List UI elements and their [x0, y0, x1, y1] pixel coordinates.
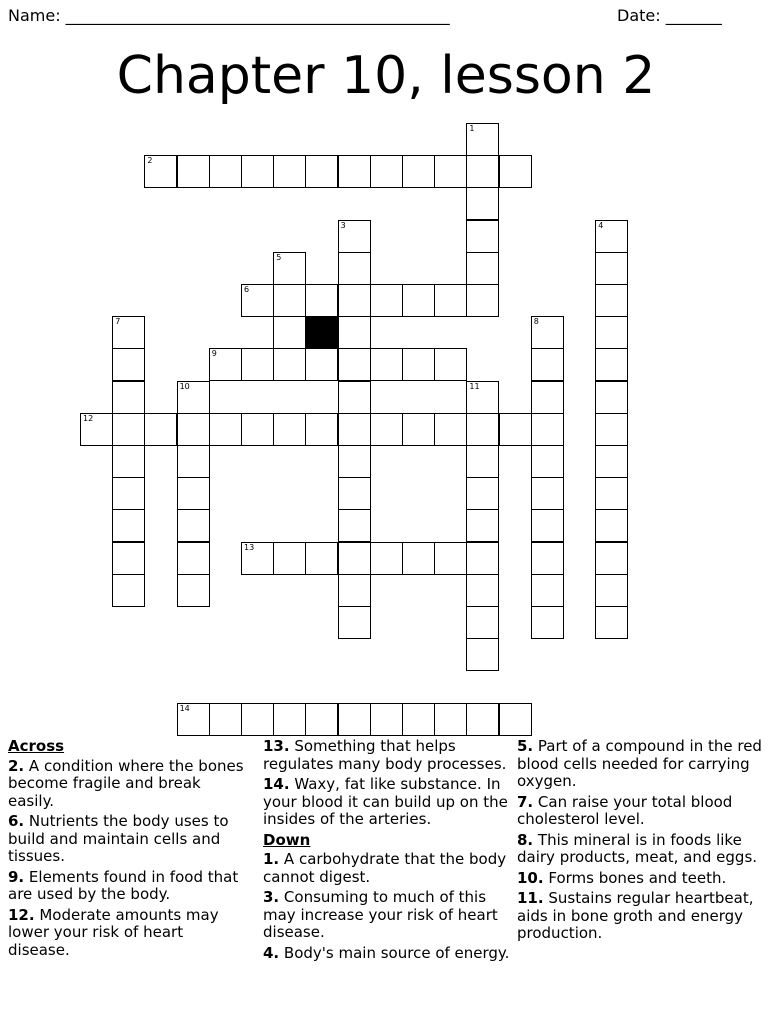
crossword-cell[interactable]: [466, 187, 499, 220]
crossword-cell[interactable]: [466, 284, 499, 317]
crossword-cell[interactable]: [595, 606, 628, 639]
crossword-cell[interactable]: [209, 413, 242, 446]
crossword-cell[interactable]: [273, 348, 306, 381]
cell-number: 4: [598, 220, 604, 230]
crossword-cell[interactable]: [112, 381, 145, 414]
crossword-cell[interactable]: [370, 542, 403, 575]
clue-across-9: [8, 869, 248, 904]
date-line[interactable]: Date: _______: [617, 6, 722, 25]
crossword-cell[interactable]: [241, 348, 274, 381]
crossword-cell[interactable]: [241, 284, 274, 317]
clue-text: This mineral is in foods like dairy products, meat, and eggs.: [517, 830, 758, 866]
name-line[interactable]: Name: ________________________________________________: [8, 6, 450, 25]
crossword-cell[interactable]: [241, 155, 274, 188]
crossword-cell[interactable]: [402, 413, 435, 446]
clue-number: 2.: [8, 756, 25, 775]
crossword-cell[interactable]: [338, 413, 371, 446]
crossword-cell[interactable]: [177, 703, 210, 736]
crossword-cell[interactable]: [595, 509, 628, 542]
crossword-cell[interactable]: [595, 316, 628, 349]
crossword-cell[interactable]: [402, 284, 435, 317]
crossword-cell[interactable]: [177, 445, 210, 478]
crossword-cell[interactable]: [466, 509, 499, 542]
cell-number: 8: [533, 317, 539, 327]
clue-text: Elements found in food that are used by the body.: [8, 867, 239, 903]
cell-number: 13: [244, 542, 255, 552]
crossword-cell[interactable]: [305, 703, 338, 736]
crossword-cell[interactable]: [338, 220, 371, 253]
crossword-cell[interactable]: [209, 703, 242, 736]
crossword-cell[interactable]: [112, 445, 145, 478]
clue-down-4: [263, 945, 511, 963]
clue-number: 7.: [517, 792, 534, 811]
cell-number: 10: [179, 381, 190, 391]
crossword-cell[interactable]: [531, 316, 564, 349]
clue-number: 10.: [517, 868, 544, 887]
clue-number: 11.: [517, 889, 544, 907]
clue-down-3: [263, 889, 511, 942]
crossword-cell[interactable]: [531, 413, 564, 446]
clues-column-3: [517, 738, 767, 946]
clue-across-6: [8, 813, 248, 866]
cell-number: 7: [115, 317, 121, 327]
crossword-cell[interactable]: [273, 413, 306, 446]
crossword-cell[interactable]: [402, 703, 435, 736]
cell-number: 14: [179, 703, 190, 713]
crossword-cell[interactable]: [338, 445, 371, 478]
clue-across-14: [263, 776, 511, 829]
crossword-cell[interactable]: [144, 413, 177, 446]
clue-down-7: [517, 794, 767, 829]
crossword-cell[interactable]: [434, 542, 467, 575]
cell-number: 12: [83, 413, 94, 423]
crossword-cell[interactable]: [338, 348, 371, 381]
crossword-cell[interactable]: [466, 381, 499, 414]
crossword-cell[interactable]: [466, 542, 499, 575]
cell-number: 9: [211, 349, 217, 359]
crossword-cell[interactable]: [370, 284, 403, 317]
crossword-cell[interactable]: [466, 413, 499, 446]
crossword-cell[interactable]: [595, 477, 628, 510]
page-title: Chapter 10, lesson 2: [116, 46, 656, 106]
clue-across-12: [8, 907, 248, 960]
crossword-cell[interactable]: [434, 348, 467, 381]
crossword-cell[interactable]: [595, 574, 628, 607]
crossword-cell[interactable]: [595, 445, 628, 478]
crossword-cell[interactable]: [305, 542, 338, 575]
crossword-cell[interactable]: [595, 542, 628, 575]
crossword-cell[interactable]: [499, 703, 532, 736]
crossword-cell[interactable]: [144, 155, 177, 188]
crossword-cell[interactable]: [338, 606, 371, 639]
crossword-cell[interactable]: [434, 413, 467, 446]
clue-number: 6.: [8, 812, 25, 830]
crossword-cell[interactable]: [370, 703, 403, 736]
crossword-cell[interactable]: [466, 638, 499, 671]
crossword-cell[interactable]: [466, 703, 499, 736]
crossword-cell[interactable]: [273, 542, 306, 575]
crossword-cell[interactable]: [338, 574, 371, 607]
crossword-cell[interactable]: [595, 381, 628, 414]
clue-text: Moderate amounts may lower your risk of heart disease.: [8, 905, 219, 959]
clues-column-1: [8, 738, 248, 962]
crossword-cell[interactable]: [273, 703, 306, 736]
crossword-cell[interactable]: [177, 574, 210, 607]
clues-column-2: [263, 738, 511, 965]
crossword-cell[interactable]: [305, 348, 338, 381]
clue-text: Something that helps regulates many body processes.: [263, 737, 507, 773]
clue-down-1: [263, 851, 511, 886]
crossword-cell[interactable]: [112, 348, 145, 381]
crossword-cell[interactable]: [177, 381, 210, 414]
clue-text: Waxy, fat like substance. In your blood it can build up on the insides of the arteries.: [263, 775, 508, 828]
crossword-cell[interactable]: [434, 284, 467, 317]
crossword-cell[interactable]: [338, 477, 371, 510]
crossword-cell[interactable]: [338, 381, 371, 414]
crossword-cell[interactable]: [177, 542, 210, 575]
crossword-cell[interactable]: [466, 445, 499, 478]
clue-text: Part of a compound in the red blood cells needed for carrying oxygen.: [517, 737, 762, 790]
crossword-cell[interactable]: [112, 477, 145, 510]
crossword-cell[interactable]: [466, 155, 499, 188]
cell-number: 11: [469, 381, 480, 391]
crossword-cell[interactable]: [434, 155, 467, 188]
crossword-cell[interactable]: [273, 284, 306, 317]
crossword-cell[interactable]: [466, 220, 499, 253]
crossword-cell[interactable]: [466, 252, 499, 285]
clue-text: Consuming to much of this may increase your risk of heart disease.: [263, 888, 498, 941]
crossword-cell[interactable]: [595, 252, 628, 285]
crossword-cell[interactable]: [112, 316, 145, 349]
crossword-cell[interactable]: [338, 284, 371, 317]
clue-number: 4.: [263, 943, 280, 962]
crossword-cell[interactable]: [531, 606, 564, 639]
crossword-cell[interactable]: [466, 477, 499, 510]
clue-down-11: [517, 890, 767, 943]
clue-text: Body's main source of energy.: [283, 943, 510, 962]
crossword-cell[interactable]: [112, 509, 145, 542]
cell-number: 2: [147, 156, 153, 166]
clue-down-10: [517, 870, 767, 888]
crossword-cell[interactable]: [466, 574, 499, 607]
crossword-cell[interactable]: [273, 252, 306, 285]
clue-number: 12.: [8, 905, 35, 924]
cell-number: 3: [340, 220, 346, 230]
crossword-cell[interactable]: [595, 220, 628, 253]
crossword-cell[interactable]: [370, 348, 403, 381]
clue-text: A carbohydrate that the body cannot digest.: [263, 850, 507, 886]
crossword-cell[interactable]: [402, 155, 435, 188]
crossword-cell[interactable]: [531, 445, 564, 478]
crossword-cell[interactable]: [80, 413, 113, 446]
clue-number: 5.: [517, 737, 534, 755]
clue-text: Forms bones and teeth.: [548, 868, 727, 887]
clue-number: 8.: [517, 830, 534, 849]
cell-number: 5: [276, 252, 282, 262]
clue-text: Nutrients the body uses to build and maintain cells and tissues.: [8, 812, 229, 865]
clue-number: 1.: [263, 850, 280, 868]
crossword-cell[interactable]: [466, 606, 499, 639]
clue-number: 9.: [8, 867, 25, 886]
clue-down-5: [517, 738, 767, 791]
clue-across-2: [8, 758, 248, 811]
down-heading: Down: [263, 830, 311, 849]
clue-down-8: [517, 832, 767, 867]
crossword-cell[interactable]: [209, 155, 242, 188]
crossword-cell[interactable]: [209, 348, 242, 381]
crossword-cell[interactable]: [370, 413, 403, 446]
clue-number: 14.: [263, 775, 290, 793]
crossword-cell[interactable]: [531, 348, 564, 381]
crossword-cell[interactable]: [177, 413, 210, 446]
clue-across-13: [263, 738, 511, 773]
crossword-cell[interactable]: [241, 413, 274, 446]
clue-number: 13.: [263, 737, 290, 755]
crossword-cell[interactable]: [338, 316, 371, 349]
crossword-cell[interactable]: [370, 155, 403, 188]
crossword-cell[interactable]: [112, 574, 145, 607]
crossword-cell[interactable]: [499, 413, 532, 446]
crossword-cell[interactable]: [531, 542, 564, 575]
crossword-cell[interactable]: [177, 509, 210, 542]
crossword-cell[interactable]: [595, 413, 628, 446]
cell-number: 1: [469, 124, 475, 133]
crossword-block: [305, 316, 338, 349]
crossword-cell[interactable]: [241, 703, 274, 736]
clue-text: A condition where the bones become fragile and break easily.: [8, 756, 244, 810]
crossword-cell[interactable]: [466, 123, 499, 156]
crossword-cell[interactable]: [531, 381, 564, 414]
crossword-cell[interactable]: [273, 155, 306, 188]
crossword-cell[interactable]: [531, 509, 564, 542]
crossword-cell[interactable]: [338, 509, 371, 542]
crossword-cell[interactable]: [177, 477, 210, 510]
crossword-cell[interactable]: [434, 703, 467, 736]
crossword-cell[interactable]: [338, 252, 371, 285]
crossword-cell[interactable]: [531, 477, 564, 510]
crossword-cell[interactable]: [305, 155, 338, 188]
crossword-cell[interactable]: [499, 155, 532, 188]
crossword-cell[interactable]: [305, 284, 338, 317]
crossword-cell[interactable]: [595, 284, 628, 317]
across-heading: Across: [8, 737, 65, 755]
crossword-cell[interactable]: [402, 348, 435, 381]
crossword-cell[interactable]: [112, 413, 145, 446]
crossword-cell[interactable]: [595, 348, 628, 381]
crossword-cell[interactable]: [531, 574, 564, 607]
crossword-cell[interactable]: [112, 542, 145, 575]
crossword-cell[interactable]: [338, 703, 371, 736]
crossword-cell[interactable]: [273, 316, 306, 349]
clue-text: Can raise your total blood cholesterol level.: [517, 792, 733, 828]
clue-number: 3.: [263, 888, 280, 906]
crossword-cell[interactable]: [338, 155, 371, 188]
crossword-cell[interactable]: [338, 542, 371, 575]
crossword-cell[interactable]: [177, 155, 210, 188]
crossword-cell[interactable]: [241, 542, 274, 575]
cell-number: 6: [244, 285, 250, 294]
clue-text: Sustains regular heartbeat, aids in bone groth and energy production.: [517, 889, 754, 942]
crossword-cell[interactable]: [305, 413, 338, 446]
crossword-cell[interactable]: [402, 542, 435, 575]
